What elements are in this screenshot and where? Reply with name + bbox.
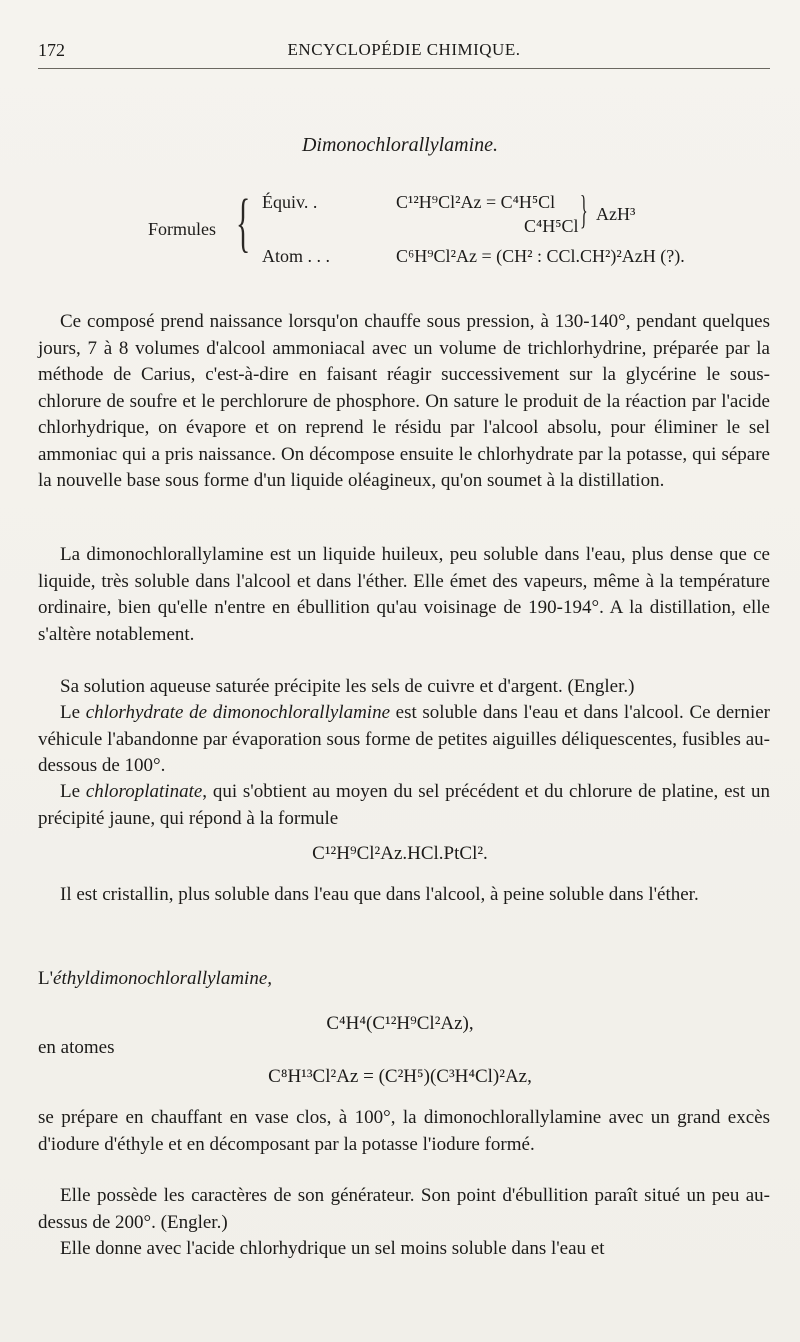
paragraph-1: Ce composé prend naissance lorsqu'on chauffe sous pression, à 130-140°, pendant quelques jours, 7 à 8 volumes d'alcool ammoniacal avec un volume de trichlorhydrine, préparée par la méthode de Carius, c'est-à-dire en faisant réagir successivement sur la glycérine le sous-chlorure de soufre et le perchlorure de phosphore. On sature le produit de la réaction par l'acide chlorhydrique, on évapore et on reprend le résidu par l'alcool absolu, pour éliminer le sel ammoniac qui a pris naissance. On décompose ensuite le chlorhydrate par la potasse, qui sépare la nouvelle base sous forme d'un liquide oléagineux, qu'on soumet à la distillation.	[38, 311, 770, 491]
paragraph-3: Sa solution aqueuse saturée précipite les sels de cuivre et d'argent. (Engler.)	[60, 676, 635, 697]
en-atomes: en atomes	[38, 1037, 115, 1058]
formulas-block	[0, 186, 800, 286]
paragraph-6: Il est cristallin, plus soluble dans l'eau que dans l'alcool, à peine soluble dans l'éther.	[60, 884, 699, 905]
ethyl-prefix: L'	[38, 968, 54, 989]
atom-label: Atom . . .	[262, 246, 331, 266]
paragraph-7: se prépare en chauffant en vase clos, à 100°, la dimonochlorallylamine avec un grand excès d'iodure d'éthyle et en décomposant par la potasse l'iodure formé.	[38, 1107, 770, 1155]
paragraph-4	[38, 700, 770, 780]
p5-italic: chloroplatinate	[85, 781, 203, 802]
ethyl-title: éthyldimonochlorallylamine,	[53, 968, 273, 989]
p4-italic: chlorhydrate de dimonochlorallylamine	[85, 702, 391, 723]
p4-post: est soluble dans l'eau et dans l'alcool. Ce dernier véhicule l'abandonne par évaporation sous forme de petites aiguilles déliquescentes, fusibles au-dessous de 100°.	[38, 702, 770, 776]
right-brace: }	[580, 187, 588, 232]
equiv-suffix: AzH³	[596, 204, 636, 224]
left-brace: {	[236, 186, 251, 259]
atom-formula: C⁶H⁹Cl²Az = (CH² : CCl.CH²)²AzH (?).	[396, 246, 685, 266]
formula-platinate: C¹²H⁹Cl²Az.HCl.PtCl².	[312, 843, 488, 864]
p4-pre: Le	[60, 702, 86, 723]
section-title: Dimonochlorallylamine.	[301, 134, 499, 156]
page-header	[38, 40, 770, 66]
paragraph-5	[38, 779, 770, 832]
equiv-formula: C¹²H⁹Cl²Az = C⁴H⁵Cl	[396, 192, 556, 212]
formulas-label: Formules	[148, 219, 217, 239]
formula-ethyl-atom: C⁸H¹³Cl²Az = (C²H⁵)(C³H⁴Cl)²Az,	[268, 1066, 532, 1087]
page-number: 172	[38, 40, 65, 60]
equiv-line2: C⁴H⁵Cl	[524, 216, 579, 236]
formula-ethyl-equiv: C⁴H⁴(C¹²H⁹Cl²Az),	[326, 1013, 474, 1034]
paragraph-8: Elle possède les caractères de son générateur. Son point d'ébullition paraît situé un peu au-dessus de 200°. (Engler.)	[38, 1185, 770, 1233]
equiv-label: Équiv. .	[262, 192, 318, 212]
p5-post: , qui s'obtient au moyen du sel précédent et du chlorure de platine, est un précipité jaune, qui répond à la formule	[38, 781, 770, 829]
p5-pre: Le	[60, 781, 86, 802]
paragraph-2: La dimonochlorallylamine est un liquide huileux, peu soluble dans l'eau, plus dense que ce liquide, très soluble dans l'alcool et dans l'éther. Elle émet des vapeurs, même à la température ordinaire, bien qu'elle n'entre en ébullition qu'au voisinage de 190-194°. A la distillation, elle s'altère notablement.	[38, 544, 770, 645]
header-rule	[38, 68, 770, 69]
ethyl-heading	[38, 968, 272, 990]
running-title: ENCYCLOPÉDIE CHIMIQUE.	[287, 40, 521, 59]
paragraph-9: Elle donne avec l'acide chlorhydrique un sel moins soluble dans l'eau et	[60, 1238, 605, 1259]
